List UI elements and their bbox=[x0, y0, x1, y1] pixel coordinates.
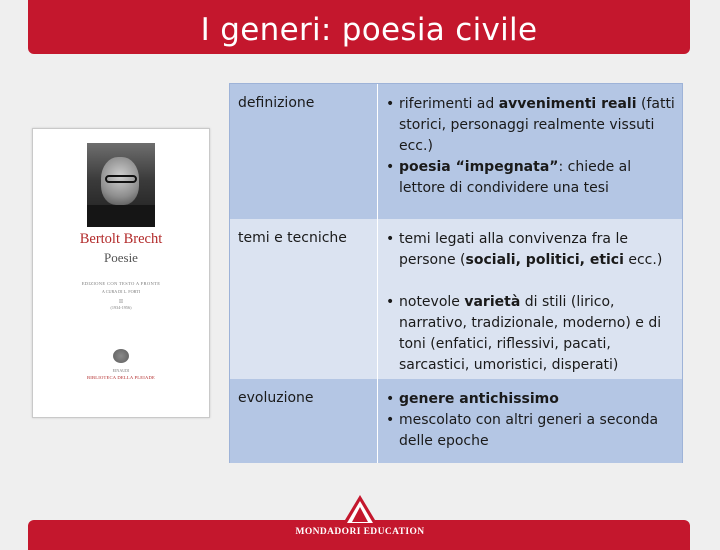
table-content-cell bbox=[378, 84, 682, 219]
mondadori-logo-icon bbox=[342, 495, 378, 525]
list-item: • notevole varietà di stili (lirico, narrativo, tradizionale, moderno) e di toni (enfatici, riflessivi, pacati, sarcastici, umoristici, disperati) bbox=[386, 292, 678, 376]
bullet-list bbox=[386, 94, 678, 199]
book-publisher: EINAUDI bbox=[112, 368, 130, 373]
genre-table bbox=[229, 83, 683, 463]
row-label: evoluzione bbox=[238, 390, 314, 406]
book-author: Bertolt Brecht bbox=[79, 231, 163, 247]
book-editor-line: A CURA DI L. FORTI bbox=[101, 289, 141, 294]
list-item: • riferimenti ad avvenimenti reali (fatti storici, personaggi realmente vissuti ecc.) bbox=[386, 94, 678, 157]
list-item: • mescolato con altri generi a seconda delle epoche bbox=[386, 410, 678, 452]
table-label-cell bbox=[230, 219, 378, 379]
row-label: definizione bbox=[238, 95, 315, 111]
footer-brand: MONDADORI EDUCATION bbox=[295, 527, 425, 537]
book-series: BIBLIOTECA DELLA PLEIADE bbox=[86, 375, 156, 380]
book-title: Poesie bbox=[104, 250, 138, 265]
table-row bbox=[230, 84, 682, 220]
table-content-cell bbox=[378, 219, 682, 379]
list-item: • poesia “impegnata”: chiede al lettore di condividere una tesi bbox=[386, 157, 678, 199]
bullet-list bbox=[386, 229, 678, 376]
list-item: • genere antichissimo bbox=[386, 389, 678, 410]
table-content-cell bbox=[378, 379, 682, 463]
row-label: temi e tecniche bbox=[238, 230, 347, 246]
book-cover-image bbox=[32, 128, 210, 418]
table-row bbox=[230, 379, 682, 463]
bullet-list bbox=[386, 389, 678, 452]
publisher-emblem-icon bbox=[113, 349, 129, 363]
table-row bbox=[230, 219, 682, 380]
book-edition-line: EDIZIONE CON TESTO A FRONTE bbox=[81, 281, 161, 286]
slide-title: I generi: poesia civile bbox=[200, 12, 538, 48]
table-label-cell bbox=[230, 379, 378, 463]
author-photo bbox=[87, 143, 155, 227]
book-volume: II bbox=[119, 299, 123, 305]
table-label-cell bbox=[230, 84, 378, 219]
title-bar bbox=[28, 0, 690, 54]
list-item: • temi legati alla convivenza fra le persone (sociali, politici, etici ecc.) bbox=[386, 229, 678, 271]
book-years: (1934-1956) bbox=[110, 305, 132, 310]
